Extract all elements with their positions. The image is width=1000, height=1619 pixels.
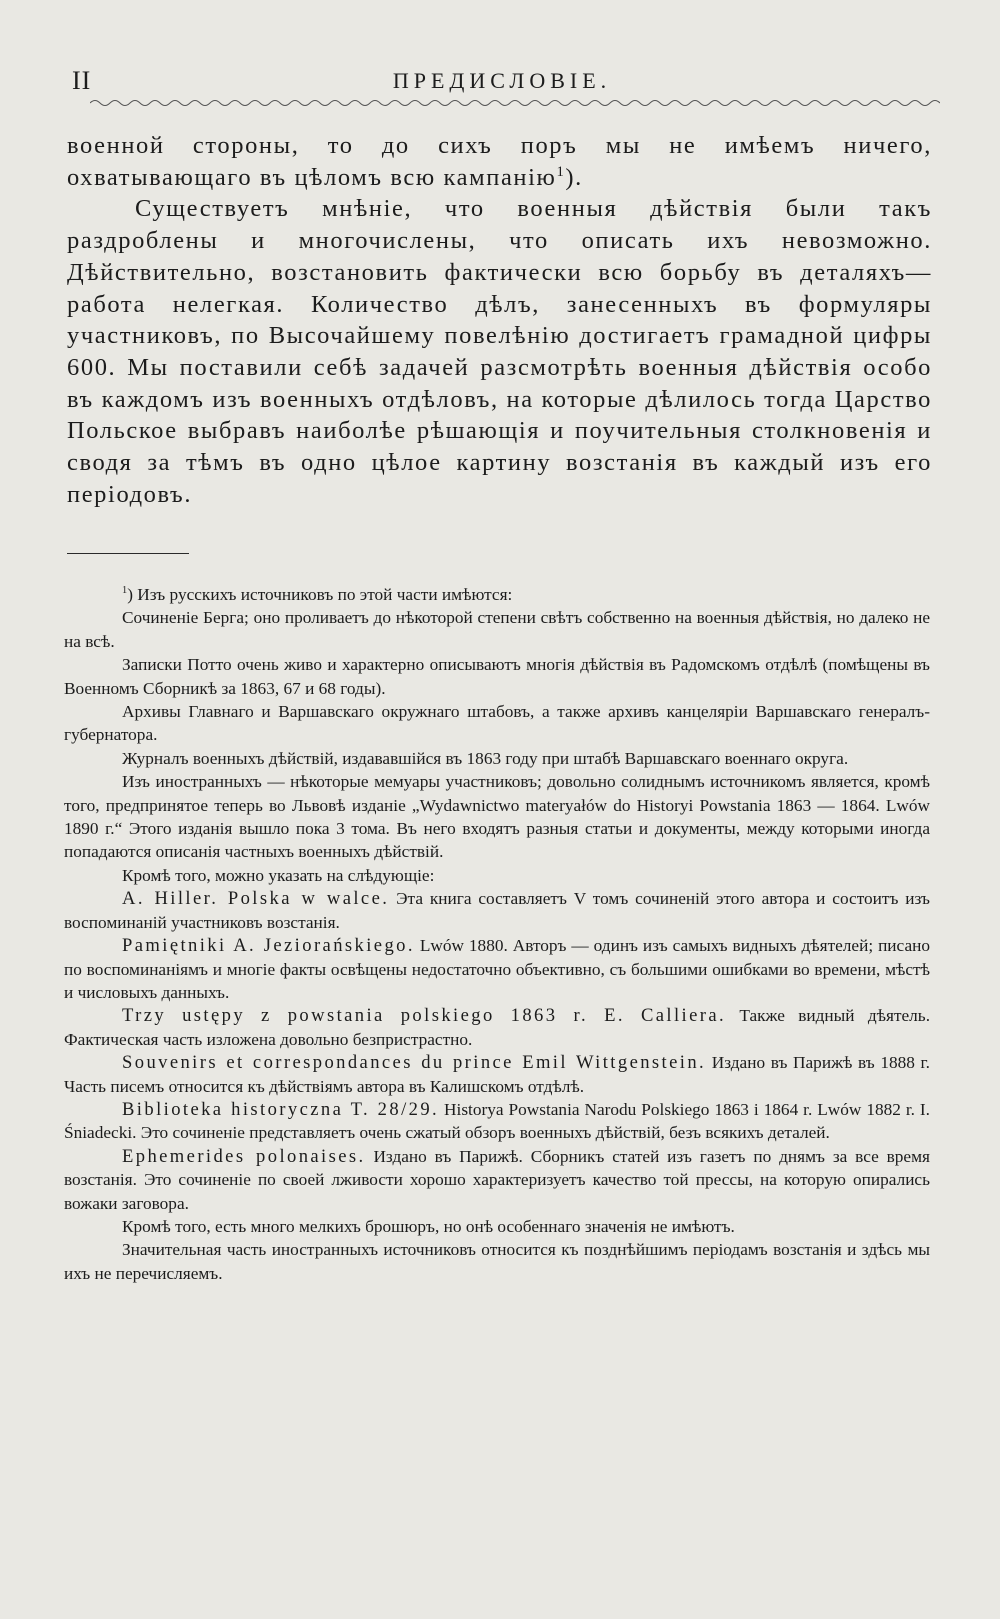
footnote-separator	[67, 553, 189, 554]
footnote-ephemerides: Ephemerides polonaises. Издано въ Парижѣ. Сборникъ статей изъ газетъ по днямъ за все время возстанія. Это сочиненіе по своей лживости хорошо характеризуетъ качество той прессы, на которую опирались вожаки заговора.	[64, 1145, 930, 1213]
footnote-jezioranski: Pamiętniki A. Jeziorańskiego. Lwów 1880. Авторъ — одинъ изъ самыхъ видныхъ дѣятелей; писано по воспоминаніямъ и многіе факты освѣщены недостаточно объективно, съ большими ошибками во времени, мѣстѣ и числовыхъ данныхъ.	[64, 935, 931, 1002]
footnote-calliera: Trzy ustępy z powstania polskiego 1863 r. E. Calliera. Также видный дѣятель. Фактическая часть изложена довольно безпристрастно.	[64, 1005, 931, 1049]
running-title: ПРЕДИСЛОВІЕ.	[392, 68, 612, 93]
footnote-additional: Кромѣ того, можно указать на слѣдующіе:	[122, 865, 435, 885]
footnote-source-archives: Архивы Главнаго и Варшавскаго окружнаго штабовъ, а также архивъ канцеляріи Варшавскаго генералъ-губернатора.	[64, 702, 930, 745]
paragraph-2: Существуетъ мнѣніе, что военныя дѣйствія были такъ раздроблены и многочислены, что описать ихъ невозможно. Дѣйствительно, возстановить фактически всю борьбу въ деталяхъ—работа нелегкая. Количество дѣлъ, занесенныхъ въ формуляры участниковъ, по Высочайшему повелѣнію достигаетъ грамадной цифры 600. Мы поставили себѣ задачей разсмотрѣть военныя дѣйствія особо въ каждомъ изъ военныхъ отдѣловъ, на которые дѣлилось тогда Царство Польское выбравъ наиболѣе рѣшающія и поучительныя столкновенія и сводя за тѣмъ въ одно цѣлое картину возстанія въ каждый изъ его періодовъ.	[67, 195, 932, 508]
footnote-brochures: Кромѣ того, есть много мелкихъ брошюръ, но онѣ особеннаго значенія не имѣютъ.	[122, 1216, 735, 1236]
page-header	[72, 66, 932, 96]
footnote-biblioteka: Biblioteka historyczna T. 28/29. Historya Powstania Narodu Polskiego 1863 i 1864 r. Lwów 1882 r. I. Śniadecki. Это сочиненіе представляетъ очень сжатый обзоръ военныхъ дѣйствій, безъ всякихъ деталей.	[64, 1098, 930, 1143]
footnote-foreign-sources: Изъ иностранныхъ — нѣкоторые мемуары участниковъ; довольно солиднымъ источникомъ является, кромѣ того, предпринятое теперь во Львовѣ изданіе „Wydawnictwo materyałów do Historyi Powstania 1863 — 1864. Lwów 1890 г.“ Этого изданія вышло пока 3 тома. Въ него входятъ разныя статьи и документы, между которыми иногда попадаются описанія частныхъ военныхъ дѣйствій.	[64, 772, 930, 862]
footnote-later-sources: Значительная часть иностранныхъ источниковъ относится къ позднѣйшимъ періодамъ возстанія и здѣсь мы ихъ не перечисляемъ.	[64, 1240, 930, 1283]
footnote-ref: 1	[556, 163, 566, 180]
footnote-hiller: A. Hiller. Polska w walce. Эта книга составляетъ V томъ сочиненій этого автора и состоитъ изъ воспоминаній участниковъ возстанія.	[64, 888, 930, 932]
paragraph-1: военной стороны, то до сихъ поръ мы не имѣемъ ничего, охватывающаго въ цѣломъ всю кампанію$^1$).	[67, 132, 932, 191]
footnote-source-berg: Сочиненіе Берга; оно проливаетъ до нѣкоторой степени свѣтъ собственно на военныя дѣйствія, но далеко не на всѣ.	[64, 608, 930, 651]
page-number: II	[72, 66, 92, 95]
footnote-source-journal: Журналъ военныхъ дѣйствій, издававшійся въ 1863 году при штабѣ Варшавскаго военнаго округа.	[122, 748, 849, 768]
footnote-source-potto: Записки Потто очень живо и характерно описываютъ многія дѣйствія въ Радомскомъ отдѣлѣ (помѣщены въ Военномъ Сборникѣ за 1863, 67 и 68 годы).	[64, 655, 930, 698]
footnote-1: $^1$) Изъ русскихъ источниковъ по этой части имѣются:	[122, 585, 513, 604]
footnotes	[64, 583, 930, 1285]
main-text	[67, 130, 932, 510]
footnote-wittgenstein: Souvenirs et correspondances du prince Emil Wittgenstein. Издано въ Парижѣ въ 1888 г. Часть писемъ относится къ дѣйствіямъ автора въ Калишскомъ отдѣлѣ.	[64, 1052, 930, 1096]
header-wavy-rule	[90, 98, 940, 108]
